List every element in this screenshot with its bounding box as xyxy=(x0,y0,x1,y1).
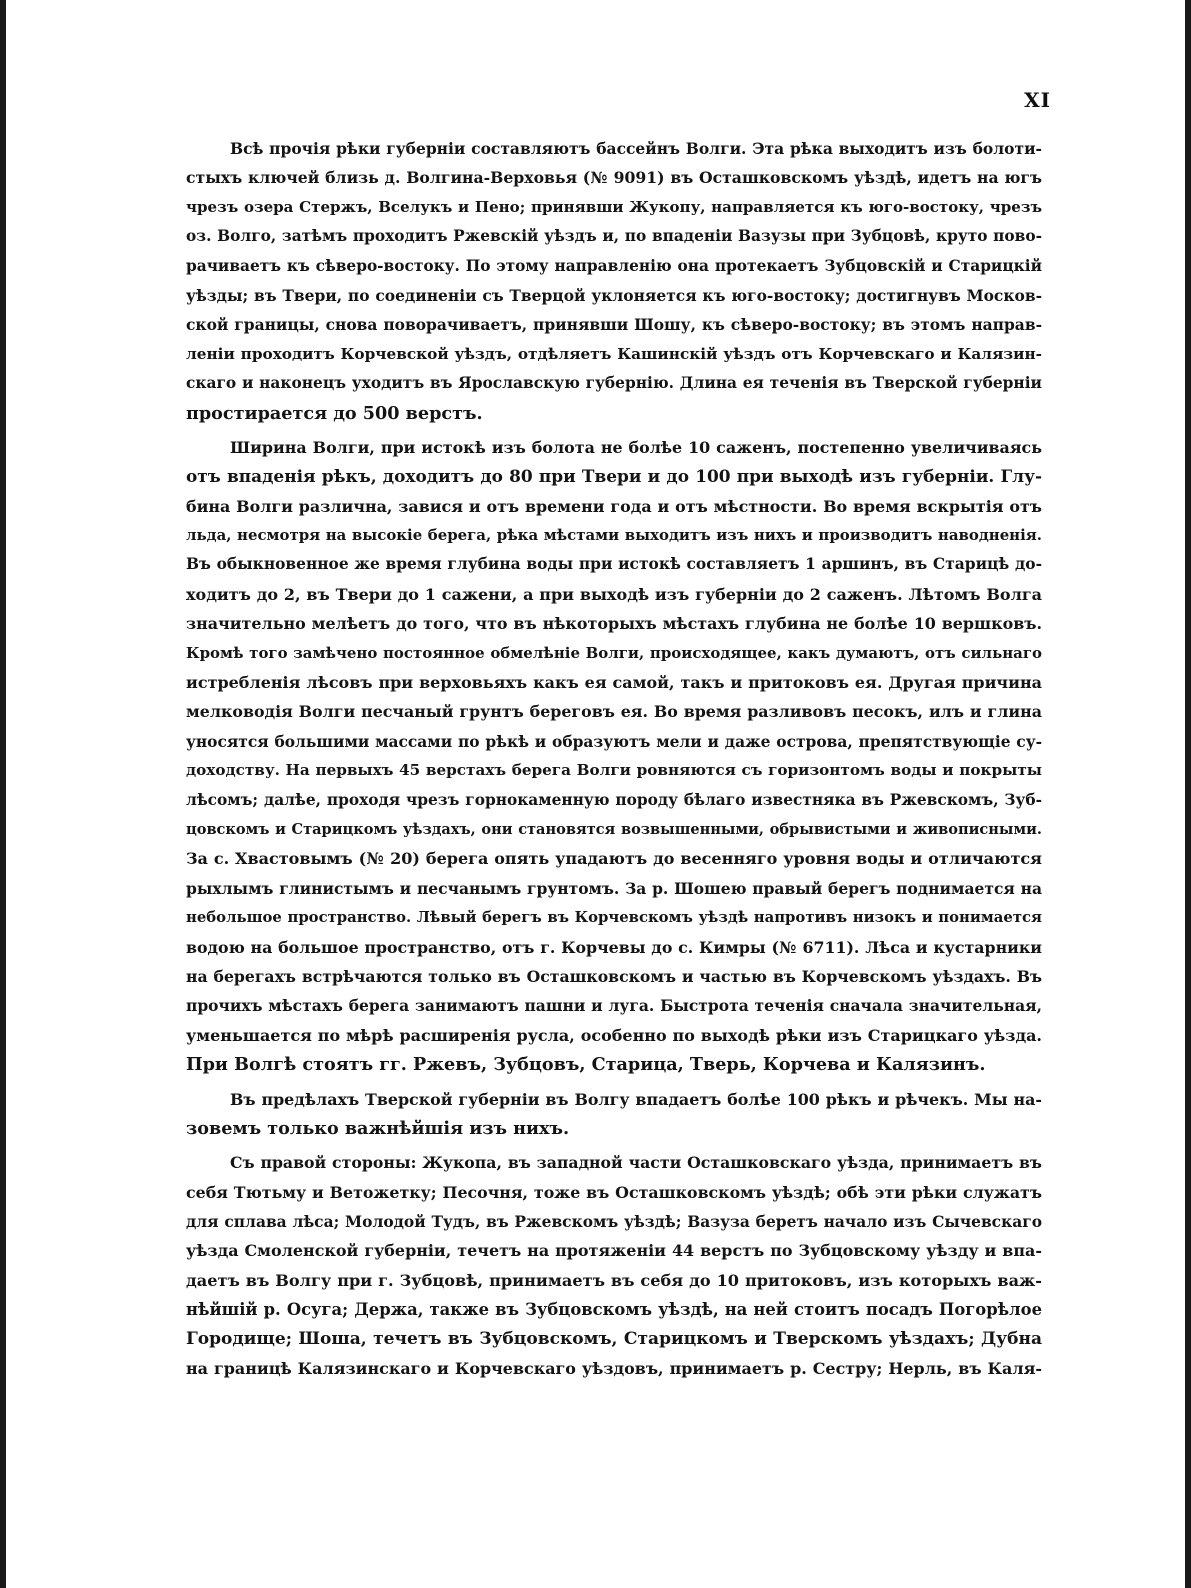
text-line: рыхлымъ глинистымъ и песчанымъ грунтомъ. За р. Шошею правый берегъ поднимается на xyxy=(186,878,1042,898)
text-line: уѣзда Смоленской губерніи, течетъ на протяженіи 44 верстъ по Зубцовскому уѣзду и впа- xyxy=(186,1241,1042,1261)
page-number: XI xyxy=(1024,88,1051,112)
text-line: рачиваетъ къ сѣверо-востоку. По этому направленію она протекаетъ Зубцовскій и Старицкій xyxy=(186,256,1042,275)
text-line: ходитъ до 2, въ Твери до 1 сажени, а при выходѣ изъ губерніи до 2 саженъ. Лѣтомъ Волга xyxy=(186,584,1042,604)
text-line: леніи проходитъ Корчевской уѣздъ, отдѣляетъ Кашинскій уѣздъ отъ Корчевскаго и Калязин- xyxy=(186,344,1042,363)
text-line: уносятся большими массами по рѣкѣ и образуютъ мели и даже острова, препятствующіе су- xyxy=(186,731,1042,751)
text-line: на берегахъ встрѣчаются только въ Осташковскомъ и частью въ Корчевскомъ уѣздахъ. Въ xyxy=(186,966,1042,986)
text-line: значительно мелѣетъ до того, что въ нѣкоторыхъ мѣстахъ глубина не болѣе 10 вершковъ. xyxy=(186,614,1042,634)
text-line: прочихъ мѣстахъ берега занимаютъ пашни и луга. Быстрота теченія сначала значительная, xyxy=(186,996,1042,1016)
text-line: даетъ въ Волгу при г. Зубцовѣ, принимаетъ въ себя до 10 притоковъ, изъ которыхъ важ- xyxy=(186,1270,1042,1290)
text-line: себя Тютьму и Ветожетку; Песочня, тоже въ Осташковскомъ уѣздѣ; обѣ эти рѣки служатъ xyxy=(186,1182,1042,1202)
body-text xyxy=(186,134,1042,1388)
text-line: цовскомъ и Старицкомъ уѣздахъ, они становятся возвышенными, обрывистыми и живописными. xyxy=(186,820,1042,838)
paragraph xyxy=(186,433,1042,1080)
text-line: мелководія Волги песчаный грунтъ береговъ ея. Во время разливовъ песокъ, илъ и глина xyxy=(186,702,1042,722)
text-line: истребленія лѣсовъ при верховьяхъ какъ ея самой, такъ и притоковъ ея. Другая причина xyxy=(186,673,1042,693)
text-line: простирается до 500 верстъ. xyxy=(186,402,483,424)
text-line: Городище; Шоша, течетъ въ Зубцовскомъ, Старицкомъ и Тверскомъ уѣздахъ; Дубна xyxy=(186,1328,1042,1349)
text-line: нѣйшій р. Осуга; Держа, также въ Зубцовскомъ уѣздѣ, на ней стоитъ посадъ Погорѣлое xyxy=(186,1300,1042,1320)
text-line: стыхъ ключей близь д. Волгина-Верховья (№ 9091) въ Осташковскомъ уѣздѣ, идетъ на югъ xyxy=(186,168,1042,188)
text-line: для сплава лѣса; Молодой Тудъ, въ Ржевскомъ уѣздѣ; Вазуза беретъ начало изъ Сычевскаго xyxy=(186,1212,1042,1232)
text-line: Кромѣ того замѣчено постоянное обмелѣніе Волги, происходящее, какъ думаютъ, отъ сильнаго xyxy=(186,643,1042,662)
text-line: Всѣ прочія рѣки губерніи составляютъ бассейнъ Волги. Эта рѣка выходитъ изъ болоти- xyxy=(230,139,1042,158)
text-line: Ширина Волги, при истокѣ изъ болота не болѣе 10 саженъ, постепенно увеличиваясь xyxy=(230,437,1042,457)
text-line: лѣсомъ; далѣе, проходя чрезъ горнокаменную породу бѣлаго известняка въ Ржевскомъ, Зуб- xyxy=(186,790,1042,809)
text-line: скаго и наконецъ уходитъ въ Ярославскую губернію. Длина ея теченія въ Тверской губерніи xyxy=(186,374,1042,393)
text-line: зовемъ только важнѣйшія изъ нихъ. xyxy=(186,1117,570,1139)
text-line: Въ предѣлахъ Тверской губерніи въ Волгу впадаетъ болѣе 100 рѣкъ и рѣчекъ. Мы на- xyxy=(230,1089,1042,1109)
text-line: Въ обыкновенное же время глубина воды при истокѣ составляетъ 1 аршинъ, въ Старицѣ до- xyxy=(186,555,1042,574)
text-line: уѣзды; въ Твери, по соединеніи съ Тверцой уклоняется къ юго-востоку; достигнувъ Москов- xyxy=(186,285,1042,305)
text-line: оз. Волго, затѣмъ проходитъ Ржевскій уѣздъ и, по впаденіи Вазузы при Зубцовѣ, круто пово- xyxy=(186,227,1042,246)
paragraph xyxy=(186,1085,1042,1144)
text-line: При Волгѣ стоятъ гг. Ржевъ, Зубцовъ, Старица, Тверь, Корчева и Калязинъ. xyxy=(186,1054,986,1076)
text-line: льда, несмотря на высокіе берега, рѣка мѣстами выходитъ изъ нихъ и производитъ наводненія. xyxy=(186,526,1042,545)
text-line: на границѣ Калязинскаго и Корчевскаго уѣздовъ, принимаетъ р. Сестру; Нерль, въ Каля- xyxy=(186,1359,1042,1379)
text-line: уменьшается по мѣрѣ расширенія русла, особенно по выходѣ рѣки изъ Старицкаго уѣзда. xyxy=(186,1025,1042,1045)
scan-edge-left xyxy=(0,0,6,1588)
text-line: За с. Хвастовымъ (№ 20) берега опять упадаютъ до весенняго уровня воды и отличаются xyxy=(186,849,1042,869)
text-line: бина Волги различна, завися и отъ времени года и отъ мѣстности. Во время вскрытія отъ xyxy=(186,496,1042,516)
paragraph xyxy=(186,134,1042,428)
text-line: ской границы, снова поворачиваетъ, принявши Шошу, къ сѣверо-востоку; въ этомъ направ- xyxy=(186,315,1042,335)
text-line: водою на большое пространство, отъ г. Корчевы до с. Кимры (№ 6711). Лѣса и кустарники xyxy=(186,937,1042,957)
scan-edge-right xyxy=(1185,0,1191,1588)
text-line: небольшое пространство. Лѣвый берегъ въ Корчевскомъ уѣздѣ напротивъ низокъ и понимается xyxy=(186,909,1042,927)
paragraph xyxy=(186,1148,1042,1383)
text-line: чрезъ озера Стержъ, Вселукъ и Пено; принявши Жукопу, направляется къ юго-востоку, чрезъ xyxy=(186,197,1042,216)
text-line: отъ впаденія рѣкъ, доходитъ до 80 при Твери и до 100 при выходѣ изъ губерніи. Глу- xyxy=(186,466,1042,487)
text-line: Съ правой стороны: Жукопа, въ западной части Осташковскаго уѣзда, принимаетъ въ xyxy=(230,1153,1042,1173)
text-line: доходству. На первыхъ 45 верстахъ берега Волги ровняются съ горизонтомъ воды и покрыты xyxy=(186,761,1042,780)
